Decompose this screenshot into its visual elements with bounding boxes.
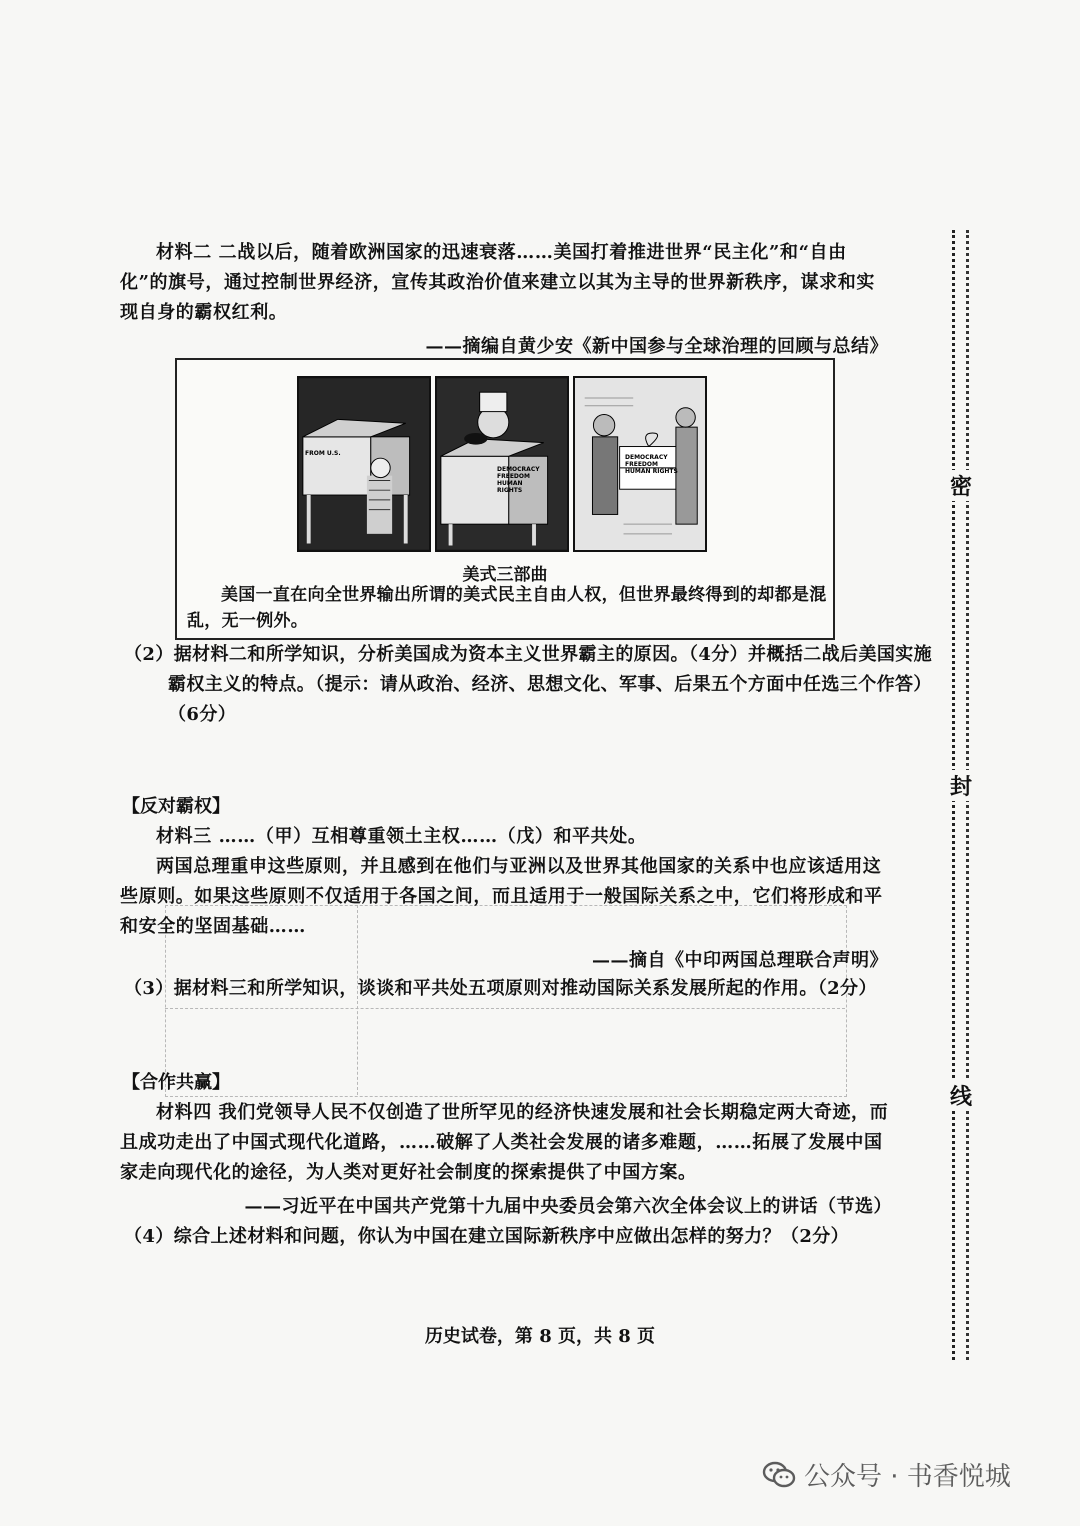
question-two: （2）据材料二和所学知识，分析美国成为资本主义世界霸主的原因。（4分）并概括二战后美国实施霸权主义的特点。（提示：请从政治、经济、思想文化、军事、后果五个方面中任选三个作答）（6分） [124,644,933,725]
question-four: （4）综合上述材料和问题，你认为中国在建立国际新秩序中应做出怎样的努力？（2分） [124,1226,850,1247]
page-footer: 历史试卷，第 8 页，共 8 页 [424,1326,656,1347]
cartoon-panel-1 [297,376,431,552]
ghost-row [165,1008,845,1009]
cartoon-title: 美式三部曲 [462,565,548,585]
material-three-source: ——摘自《中印两国总理联合声明》 [592,950,888,971]
binding-char-feng: 封 [941,770,981,801]
wechat-icon [762,1461,796,1489]
binding-char-mi: 密 [941,470,981,501]
cartoon-caption: 美国一直在向全世界输出所谓的美式民主自由人权，但世界最终得到的却都是混乱，无一例外。 [187,585,827,631]
panel-2-label: DEMOCRACY FREEDOM HUMAN RIGHTS [497,466,540,494]
material-four-text: 材料四 我们党领导人民不仅创造了世所罕见的经济快速发展和社会长期稳定两大奇迹，而且成功走出了中国式现代化道路，……破解了人类社会发展的诸多难题，……拓展了发展中国家走向现代化的途径，为人类对更好社会制度的探索提供了中国方案。 [120,1102,889,1183]
watermark [762,1456,1011,1493]
cartoon-panel-2 [435,376,569,552]
material-four-source: ——习近平在中国共产党第十九届中央委员会第六次全体会议上的讲话（节选） [244,1196,892,1217]
watermark-text: 公众号 · 书香悦城 [804,1462,1011,1492]
panel-3-label: DEMOCRACY FREEDOM HUMAN RIGHTS [625,454,678,475]
material-two-text: 材料二 二战以后，随着欧洲国家的迅速衰落……美国打着推进世界“民主化”和“自由化”的旗号，通过控制世界经济，宣传其政治价值来建立以其为主导的世界新秩序，谋求和实现自身的霸权红利。 [120,242,875,323]
cartoon-figure [175,358,835,640]
panel-1-label: FROM U.S. [305,450,341,457]
material-three-line1: 材料三 ……（甲）互相尊重领土主权……（戊）和平共处。 [156,826,647,847]
binding-char-xian: 线 [941,1080,981,1111]
cartoon-panel-1-art [299,378,429,550]
section-cooperation: 【合作共赢】 [122,1072,230,1093]
cartoon-panel-2-art [437,378,567,550]
question-three: （3）据材料三和所学知识，谈谈和平共处五项原则对推动国际关系发展所起的作用。（2分） [124,978,877,999]
cartoon-panel-3 [573,376,707,552]
section-oppose-hegemony: 【反对霸权】 [122,796,230,817]
material-three-text: 两国总理重申这些原则，并且感到在他们与亚洲以及世界其他国家的关系中也应该适用这些原则。如果这些原则不仅适用于各国之间，而且适用于一般国际关系之中，它们将形成和平和安全的坚固基础…… [120,856,883,937]
material-two-source: ——摘编自黄少安《新中国参与全球治理的回顾与总结》 [425,336,888,357]
